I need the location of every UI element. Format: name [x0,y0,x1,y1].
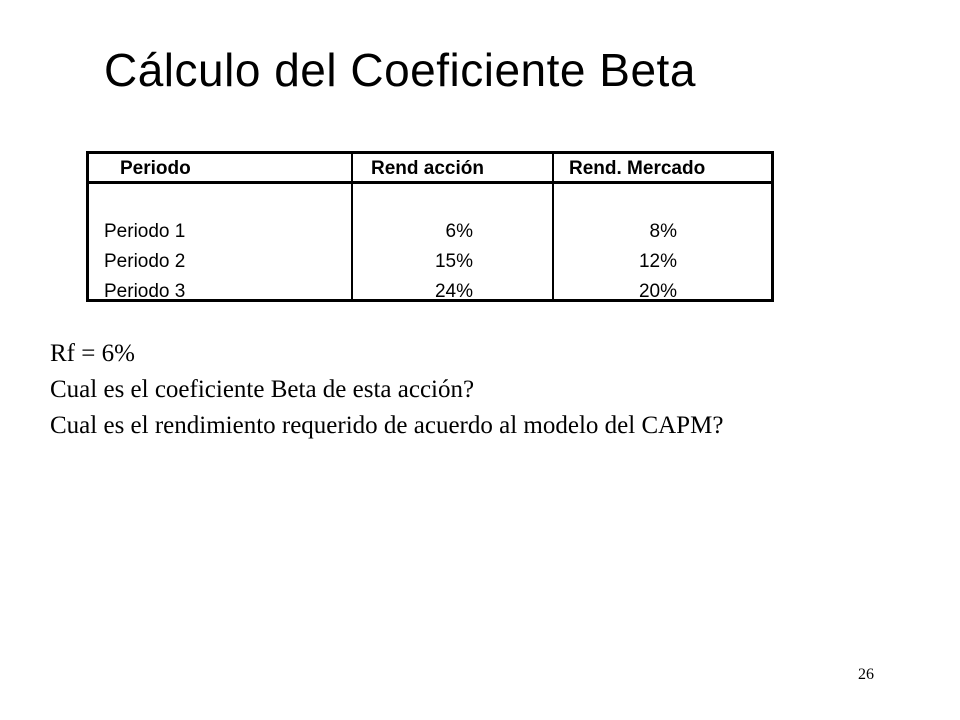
question-text [50,336,723,444]
table-header-row [89,154,771,184]
capm-question-line: Cual es el rendimiento requerido de acuerdo al modelo del CAPM? [50,412,724,439]
beta-question-line: Cual es el coeficiente Beta de esta acción? [50,376,475,403]
risk-free-rate-line: Rf = 6% [50,340,135,367]
row-2-market-return: 12% [638,251,677,272]
header-rend-mercado: Rend. Mercado [569,158,706,179]
row-3-period: Periodo 3 [104,281,186,302]
row-1-stock-return: 6% [445,221,473,242]
column-divider-2 [552,154,554,299]
row-2-period: Periodo 2 [104,251,186,272]
page-number: 26 [858,666,874,683]
returns-table [86,151,774,302]
header-rend-accion: Rend acción [371,158,484,179]
column-divider-1 [351,154,353,299]
row-3-stock-return: 24% [434,281,473,302]
header-periodo: Periodo [120,158,191,179]
row-1-market-return: 8% [649,221,677,242]
row-2-stock-return: 15% [434,251,473,272]
row-1-period: Periodo 1 [104,221,186,242]
row-3-market-return: 20% [638,281,677,302]
slide-title: Cálculo del Coeficiente Beta [104,44,696,96]
